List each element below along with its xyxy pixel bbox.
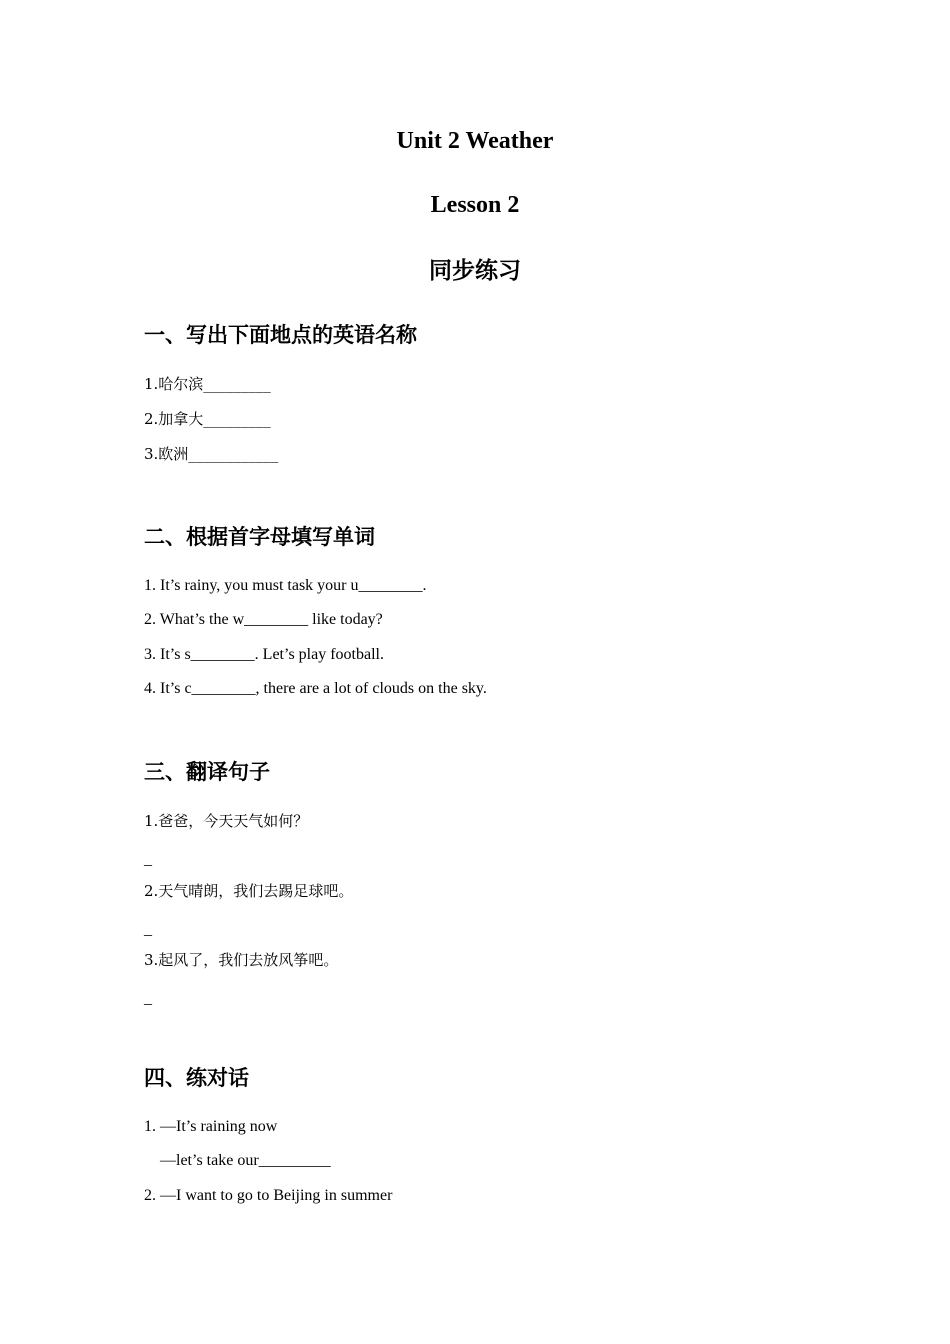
section-3-answer-line-1: _ [144, 851, 152, 868]
section-2-item-3: 3. It’s s________. Let’s play football. [144, 646, 384, 663]
section-2-item-4: 4. It’s c________, there are a lot of clouds on the sky. [144, 680, 487, 697]
section-1-item-1: 1.哈尔滨_________ [144, 375, 271, 393]
page-subtitle: 同步练习 [429, 258, 521, 284]
unit-title: Unit 2 Weather [396, 128, 554, 154]
section-4-item-1: 1. —It’s raining now [144, 1118, 278, 1135]
section-4-item-3: 2. —I want to go to Beijing in summer [144, 1187, 393, 1204]
section-2-item-2: 2. What’s the w________ like today? [144, 611, 383, 628]
section-1-item-3: 3.欧洲____________ [144, 445, 279, 463]
section-3-item-3: 3.起风了，我们去放风筝吧。 [144, 951, 339, 969]
section-2-heading: 二、根据首字母填写单词 [144, 525, 375, 549]
section-2-item-1: 1. It’s rainy, you must task your u________. [144, 577, 427, 594]
section-1-item-2: 2.加拿大_________ [144, 410, 271, 428]
lesson-title: Lesson 2 [430, 192, 520, 218]
section-3-answer-line-3: _ [144, 990, 152, 1007]
section-1-heading: 一、写出下面地点的英语名称 [144, 323, 417, 347]
section-4-item-2: —let’s take our_________ [160, 1152, 331, 1169]
section-3-answer-line-2: _ [144, 921, 152, 938]
section-3-item-2: 2.天气晴朗，我们去踢足球吧。 [144, 882, 354, 900]
section-4-heading: 四、练对话 [144, 1066, 249, 1090]
section-3-item-1: 1.爸爸，今天天气如何？ [144, 812, 309, 830]
section-3-heading: 三、翻译句子 [144, 760, 270, 784]
